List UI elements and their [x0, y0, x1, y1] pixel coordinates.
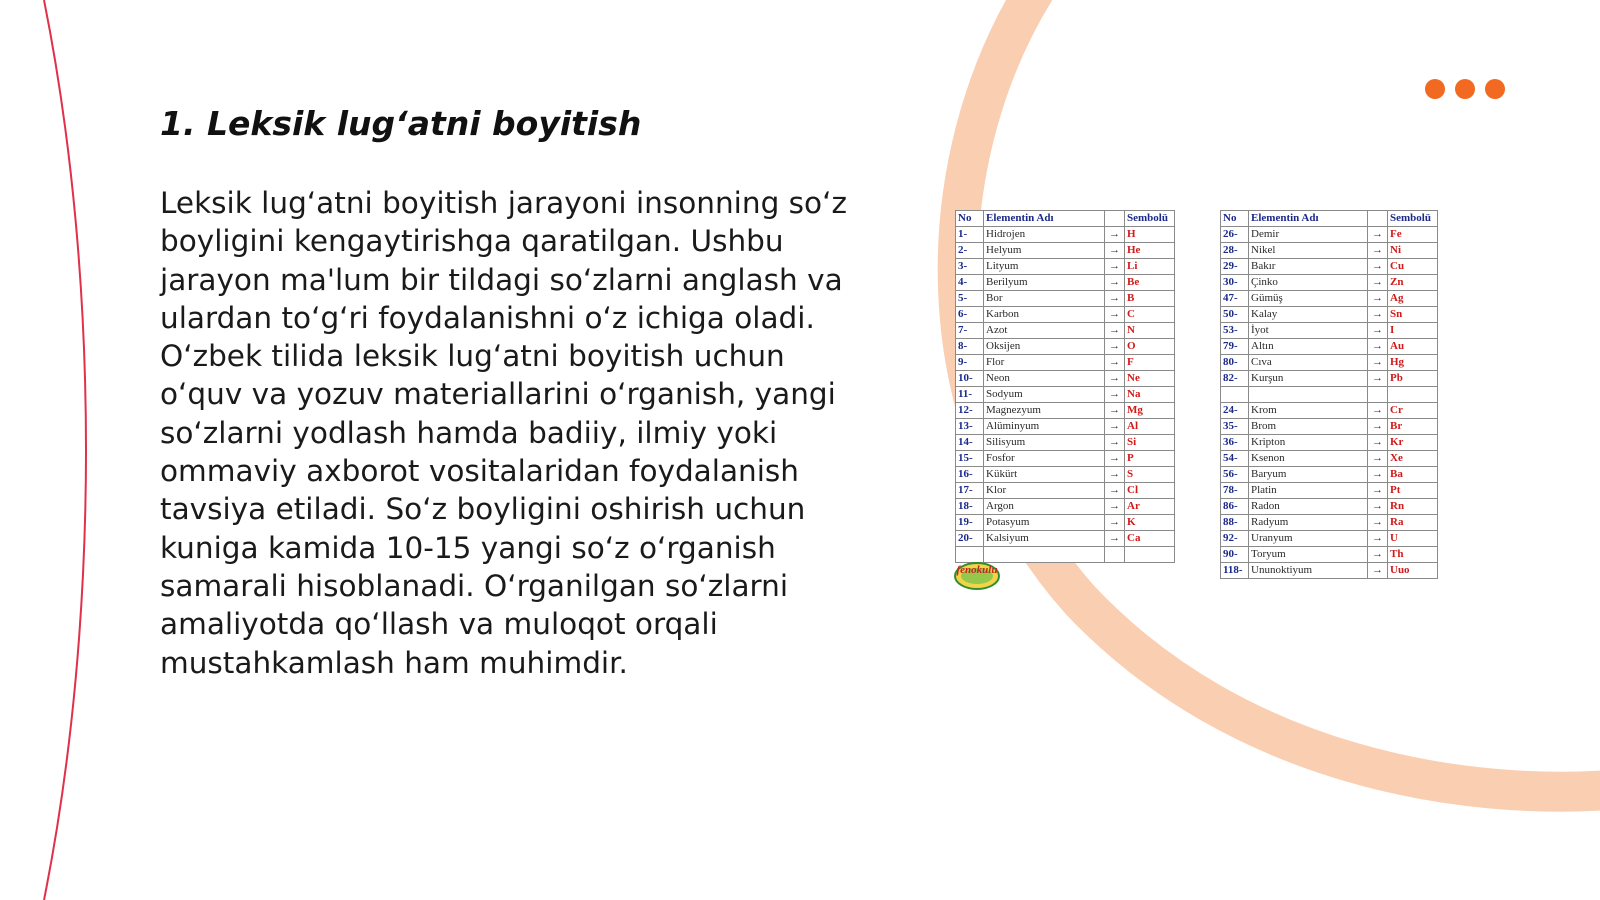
arrow-cell	[1368, 387, 1388, 403]
element-name: Sodyum	[984, 387, 1105, 403]
table-row	[956, 499, 1175, 515]
element-symbol: Sn	[1388, 307, 1438, 323]
arrow-cell: →	[1105, 467, 1125, 483]
table-row	[1221, 323, 1438, 339]
header-arrow	[1368, 211, 1388, 227]
header-name: Elementin Adı	[1249, 211, 1368, 227]
element-symbol: P	[1125, 451, 1175, 467]
element-number: 80-	[1221, 355, 1249, 371]
left-edge-line	[44, 0, 86, 900]
element-symbol: Ar	[1125, 499, 1175, 515]
element-symbol: Th	[1388, 547, 1438, 563]
table-row	[956, 467, 1175, 483]
arrow-cell: →	[1105, 435, 1125, 451]
element-number: 14-	[956, 435, 984, 451]
table-row	[1221, 227, 1438, 243]
arrow-cell: →	[1105, 403, 1125, 419]
table-row	[1221, 355, 1438, 371]
element-symbol: Ca	[1125, 531, 1175, 547]
arrow-cell: →	[1105, 339, 1125, 355]
element-symbol: Au	[1388, 339, 1438, 355]
element-number: 12-	[956, 403, 984, 419]
element-symbol: Uuo	[1388, 563, 1438, 579]
arrow-cell: →	[1368, 483, 1388, 499]
arrow-cell: →	[1368, 371, 1388, 387]
element-name: Azot	[984, 323, 1105, 339]
arrow-cell: →	[1105, 371, 1125, 387]
table-row	[1221, 419, 1438, 435]
table-row	[1221, 291, 1438, 307]
arrow-cell: →	[1105, 419, 1125, 435]
element-name: Radyum	[1249, 515, 1368, 531]
element-symbol: Cl	[1125, 483, 1175, 499]
arrow-cell: →	[1105, 243, 1125, 259]
element-number: 10-	[956, 371, 984, 387]
arrow-cell: →	[1105, 227, 1125, 243]
arrow-cell: →	[1105, 483, 1125, 499]
element-number: 19-	[956, 515, 984, 531]
slide-title: 1. Leksik lug‘atni boyitish	[160, 104, 642, 143]
element-symbol: Ra	[1388, 515, 1438, 531]
element-name	[1249, 387, 1368, 403]
arrow-cell: →	[1368, 323, 1388, 339]
arrow-cell: →	[1368, 467, 1388, 483]
dot-icon	[1425, 79, 1445, 99]
table-row	[956, 451, 1175, 467]
element-number: 28-	[1221, 243, 1249, 259]
element-number: 50-	[1221, 307, 1249, 323]
table-row	[1221, 403, 1438, 419]
element-symbol: He	[1125, 243, 1175, 259]
element-symbol: Cr	[1388, 403, 1438, 419]
element-number: 78-	[1221, 483, 1249, 499]
table-row	[956, 355, 1175, 371]
element-name: Argon	[984, 499, 1105, 515]
menu-dots-icon	[1425, 79, 1505, 99]
table-row	[1221, 515, 1438, 531]
element-name: Altın	[1249, 339, 1368, 355]
element-symbol: Ba	[1388, 467, 1438, 483]
arrow-cell: →	[1105, 451, 1125, 467]
slide-body-text: Leksik lug‘atni boyitish jarayoni insonning so‘z boyligini kengaytirishga qaratilgan. Ushbu jarayon ma'lum bir tildagi so‘zlarni anglash va ulardan to‘g‘ri foydalanishni o‘z ichiga oladi. O‘zbek tilida leksik lug‘atni boyitish uchun o‘quv va yozuv materiallarini o‘rganish, yangi so‘zlarni yodlash hamda badiiy, ilmiy yoki ommaviy axborot vositalaridan foydalanish tavsiya etiladi. So‘z boyligini oshirish uchun kuniga kamida 10-15 yangi so‘z o‘rganish samarali hisoblanadi. O‘rganilgan so‘zlarni amaliyotda qo‘llash va muloqot orqali mustahkamlash ham muhimdir.	[160, 186, 847, 680]
element-name: Çinko	[1249, 275, 1368, 291]
element-symbol: Be	[1125, 275, 1175, 291]
arrow-cell: →	[1368, 499, 1388, 515]
element-name: Potasyum	[984, 515, 1105, 531]
element-name: Toryum	[1249, 547, 1368, 563]
element-number: 92-	[1221, 531, 1249, 547]
element-number: 4-	[956, 275, 984, 291]
element-number: 86-	[1221, 499, 1249, 515]
element-number: 9-	[956, 355, 984, 371]
element-number: 36-	[1221, 435, 1249, 451]
element-name: Brom	[1249, 419, 1368, 435]
element-name: Silisyum	[984, 435, 1105, 451]
element-symbol	[1388, 387, 1438, 403]
table-row	[1221, 275, 1438, 291]
element-name: Kurşun	[1249, 371, 1368, 387]
arrow-cell: →	[1105, 307, 1125, 323]
table-header-row	[956, 211, 1175, 227]
arrow-cell: →	[1105, 387, 1125, 403]
element-symbol	[1125, 547, 1175, 563]
element-number: 6-	[956, 307, 984, 323]
element-symbol: Fe	[1388, 227, 1438, 243]
element-symbol: U	[1388, 531, 1438, 547]
element-symbol: B	[1125, 291, 1175, 307]
element-number: 11-	[956, 387, 984, 403]
table-row	[956, 275, 1175, 291]
element-symbol: I	[1388, 323, 1438, 339]
arrow-cell: →	[1368, 435, 1388, 451]
arrow-cell	[1105, 547, 1125, 563]
table-header-row	[1221, 211, 1438, 227]
element-symbol: F	[1125, 355, 1175, 371]
element-number: 7-	[956, 323, 984, 339]
arrow-cell: →	[1368, 339, 1388, 355]
element-symbol: Ag	[1388, 291, 1438, 307]
element-name: Oksijen	[984, 339, 1105, 355]
element-name: Uranyum	[1249, 531, 1368, 547]
element-symbol: Xe	[1388, 451, 1438, 467]
arrow-cell: →	[1368, 243, 1388, 259]
elements-table-right	[1220, 210, 1438, 579]
element-number: 13-	[956, 419, 984, 435]
header-arrow	[1105, 211, 1125, 227]
arrow-cell: →	[1105, 355, 1125, 371]
element-number: 53-	[1221, 323, 1249, 339]
table-row	[956, 339, 1175, 355]
arrow-cell: →	[1105, 291, 1125, 307]
element-name: Karbon	[984, 307, 1105, 323]
arrow-cell: →	[1105, 499, 1125, 515]
table-row	[1221, 243, 1438, 259]
element-number: 79-	[1221, 339, 1249, 355]
header-symbol: Sembolü	[1125, 211, 1175, 227]
element-name: Cıva	[1249, 355, 1368, 371]
element-name: Helyum	[984, 243, 1105, 259]
arrow-cell: →	[1368, 259, 1388, 275]
element-symbol: Rn	[1388, 499, 1438, 515]
arrow-cell: →	[1368, 419, 1388, 435]
table-row	[956, 435, 1175, 451]
element-number: 118-	[1221, 563, 1249, 579]
element-number: 26-	[1221, 227, 1249, 243]
element-name: Neon	[984, 371, 1105, 387]
element-name: Ununoktiyum	[1249, 563, 1368, 579]
element-number: 17-	[956, 483, 984, 499]
arrow-cell: →	[1105, 515, 1125, 531]
table-row	[1221, 339, 1438, 355]
element-symbol: Al	[1125, 419, 1175, 435]
element-symbol: Cu	[1388, 259, 1438, 275]
element-name: Kalsiyum	[984, 531, 1105, 547]
element-number: 3-	[956, 259, 984, 275]
element-name: Hidrojen	[984, 227, 1105, 243]
header-no: No	[956, 211, 984, 227]
table-row	[1221, 451, 1438, 467]
element-number: 2-	[956, 243, 984, 259]
element-symbol: Li	[1125, 259, 1175, 275]
arrow-cell: →	[1368, 515, 1388, 531]
element-name: Nikel	[1249, 243, 1368, 259]
header-no: No	[1221, 211, 1249, 227]
table-row	[1221, 563, 1438, 579]
element-symbol: Pb	[1388, 371, 1438, 387]
element-number: 18-	[956, 499, 984, 515]
table-row	[956, 307, 1175, 323]
element-symbol: Kr	[1388, 435, 1438, 451]
element-name: Gümüş	[1249, 291, 1368, 307]
element-name: İyot	[1249, 323, 1368, 339]
table-row	[956, 259, 1175, 275]
table-row	[956, 227, 1175, 243]
element-symbol: N	[1125, 323, 1175, 339]
element-symbol: O	[1125, 339, 1175, 355]
dot-icon	[1455, 79, 1475, 99]
element-symbol: Si	[1125, 435, 1175, 451]
element-symbol: Mg	[1125, 403, 1175, 419]
element-name: Krom	[1249, 403, 1368, 419]
table-row	[956, 387, 1175, 403]
element-number: 16-	[956, 467, 984, 483]
table-row	[956, 483, 1175, 499]
table-row	[1221, 467, 1438, 483]
element-symbol: Ni	[1388, 243, 1438, 259]
table-row	[1221, 499, 1438, 515]
arrow-cell: →	[1368, 451, 1388, 467]
arrow-cell: →	[1368, 563, 1388, 579]
arrow-cell: →	[1368, 355, 1388, 371]
element-number: 29-	[1221, 259, 1249, 275]
arrow-cell: →	[1368, 531, 1388, 547]
header-name: Elementin Adı	[984, 211, 1105, 227]
element-symbol: Pt	[1388, 483, 1438, 499]
element-name: Kripton	[1249, 435, 1368, 451]
arrow-cell: →	[1368, 403, 1388, 419]
element-name: Flor	[984, 355, 1105, 371]
element-number: 24-	[1221, 403, 1249, 419]
element-name: Platin	[1249, 483, 1368, 499]
element-number: 56-	[1221, 467, 1249, 483]
table-row	[956, 531, 1175, 547]
element-symbol: Zn	[1388, 275, 1438, 291]
element-number	[1221, 387, 1249, 403]
arrow-cell: →	[1368, 307, 1388, 323]
fenokulu-logo	[951, 560, 1003, 590]
table-row	[1221, 259, 1438, 275]
table-row	[956, 323, 1175, 339]
table-row	[1221, 371, 1438, 387]
element-symbol: C	[1125, 307, 1175, 323]
table-row	[956, 419, 1175, 435]
element-number: 30-	[1221, 275, 1249, 291]
element-number: 20-	[956, 531, 984, 547]
arrow-cell: →	[1105, 531, 1125, 547]
element-symbol: K	[1125, 515, 1175, 531]
element-number: 82-	[1221, 371, 1249, 387]
element-number: 54-	[1221, 451, 1249, 467]
element-name: Magnezyum	[984, 403, 1105, 419]
elements-table-left	[955, 210, 1175, 563]
arrow-cell: →	[1368, 227, 1388, 243]
table-row	[956, 515, 1175, 531]
element-number: 88-	[1221, 515, 1249, 531]
element-name: Demir	[1249, 227, 1368, 243]
table-row	[1221, 531, 1438, 547]
arrow-cell: →	[1368, 547, 1388, 563]
table-row	[956, 243, 1175, 259]
element-number: 1-	[956, 227, 984, 243]
table-row	[1221, 547, 1438, 563]
element-name: Ksenon	[1249, 451, 1368, 467]
table-row	[1221, 307, 1438, 323]
element-name: Alüminyum	[984, 419, 1105, 435]
svg-text:fenokulu: fenokulu	[956, 564, 998, 576]
header-symbol: Sembolü	[1388, 211, 1438, 227]
element-name: Kalay	[1249, 307, 1368, 323]
arrow-cell: →	[1368, 291, 1388, 307]
element-name: Bor	[984, 291, 1105, 307]
element-name: Lityum	[984, 259, 1105, 275]
element-number: 5-	[956, 291, 984, 307]
element-symbol: Ne	[1125, 371, 1175, 387]
element-number: 35-	[1221, 419, 1249, 435]
element-number: 90-	[1221, 547, 1249, 563]
element-symbol: Na	[1125, 387, 1175, 403]
table-row	[956, 291, 1175, 307]
element-name: Bakır	[1249, 259, 1368, 275]
table-row	[1221, 387, 1438, 403]
arrow-cell: →	[1368, 275, 1388, 291]
element-name: Baryum	[1249, 467, 1368, 483]
dot-icon	[1485, 79, 1505, 99]
element-number: 15-	[956, 451, 984, 467]
element-name: Klor	[984, 483, 1105, 499]
table-row	[1221, 435, 1438, 451]
element-symbol: Br	[1388, 419, 1438, 435]
arrow-cell: →	[1105, 323, 1125, 339]
element-name: Berilyum	[984, 275, 1105, 291]
element-name: Radon	[1249, 499, 1368, 515]
element-symbol: S	[1125, 467, 1175, 483]
element-number: 47-	[1221, 291, 1249, 307]
element-name: Kükürt	[984, 467, 1105, 483]
table-row	[1221, 483, 1438, 499]
table-row	[956, 371, 1175, 387]
element-symbol: H	[1125, 227, 1175, 243]
element-symbol: Hg	[1388, 355, 1438, 371]
arrow-cell: →	[1105, 275, 1125, 291]
element-name: Fosfor	[984, 451, 1105, 467]
element-number: 8-	[956, 339, 984, 355]
arrow-cell: →	[1105, 259, 1125, 275]
table-row	[956, 403, 1175, 419]
